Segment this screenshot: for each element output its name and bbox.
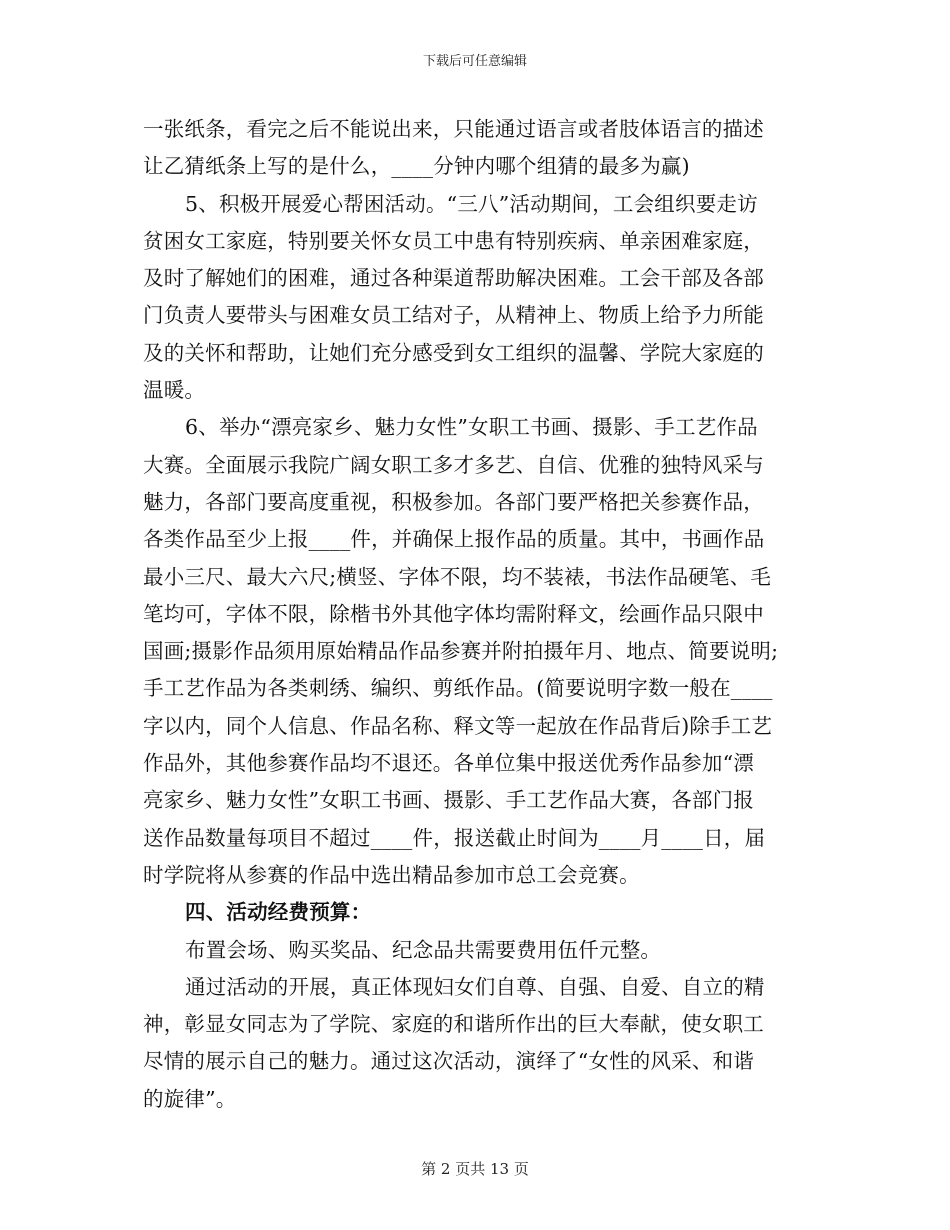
text-line: 作品外，其他参赛作品均不退还。各单位集中报送优秀作品参加“漂 xyxy=(143,751,754,776)
text-line: 6、举办“漂亮家乡、魅力女性”女职工书画、摄影、手工艺作品 xyxy=(185,415,758,440)
text-line: 神，彰显女同志为了学院、家庭的和谐所作出的巨大奉献，使女职工 xyxy=(143,1012,764,1037)
page-footer: 第 2 页共 13 页 xyxy=(421,1160,529,1178)
text-line: 时学院将从参赛的作品中选出精品参加市总工会竞赛。 xyxy=(143,862,640,887)
text-line: 门负责人要带头与困难女员工结对子，从精神上、物质上给予力所能 xyxy=(143,303,764,328)
text-line: 及时了解她们的困难，通过各种渠道帮助解决困难。工会干部及各部 xyxy=(143,266,764,291)
section-heading: 四、活动经费预算： xyxy=(185,900,372,925)
text-line: 5、积极开展爱心帮困活动。“三八”活动期间，工会组织要走访 xyxy=(185,191,758,216)
text-line: 大赛。全面展示我院广阔女职工多才多艺、自信、优雅的独特风采与 xyxy=(143,452,764,477)
text-line: 亮家乡、魅力女性”女职工书画、摄影、手工艺作品大赛，各部门报 xyxy=(143,788,754,813)
text-line: 的旋律”。 xyxy=(143,1086,237,1111)
text-line: 一张纸条，看完之后不能说出来，只能通过语言或者肢体语言的描述 xyxy=(143,117,764,141)
text-line: 温暖。 xyxy=(143,378,206,403)
page-header: 下载后可任意编辑 xyxy=(422,54,527,69)
text-line: 魅力，各部门要高度重视，积极参加。各部门要严格把关参赛作品， xyxy=(143,489,764,514)
text-line: 布置会场、购买奖品、纪念品共需要费用伍仟元整。 xyxy=(185,937,662,962)
text-line: 贫困女工家庭，特别要关怀女员工中患有特别疾病、单亲困难家庭， xyxy=(143,228,764,253)
text-line: 通过活动的开展，真正体现妇女们自尊、自强、自爱、自立的精 xyxy=(185,974,765,999)
text-line: 及的关怀和帮助，让她们充分感受到女工组织的温馨、学院大家庭的 xyxy=(143,340,764,365)
text-line: 尽情的展示自己的魅力。通过这次活动，演绎了“女性的风采、和谐 xyxy=(143,1049,754,1074)
text-line: 最小三尺、最大六尺;横竖、字体不限，均不装裱，书法作品硬笔、毛 xyxy=(143,564,772,589)
document-body xyxy=(143,111,815,1118)
text-line: 让乙猜纸条上写的是什么，____分钟内哪个组猜的最多为赢) xyxy=(143,154,690,179)
text-line: 送作品数量每项目不超过____件，报送截止时间为____月____日，届 xyxy=(143,825,766,850)
text-line: 各类作品至少上报____件，并确保上报作品的质量。其中，书画作品 xyxy=(143,527,765,552)
text-line: 字以内，同个人信息、作品名称、释文等一起放在作品背后)除手工艺 xyxy=(143,713,773,738)
text-line: 笔均可，字体不限，除楷书外其他字体均需附释文，绘画作品只限中 xyxy=(143,601,764,626)
text-line: 手工艺作品为各类刺绣、编织、剪纸作品。(简要说明字数一般在____ xyxy=(143,676,773,701)
text-line: 国画;摄影作品须用原始精品作品参赛并附拍摄年月、地点、简要说明; xyxy=(143,639,779,664)
